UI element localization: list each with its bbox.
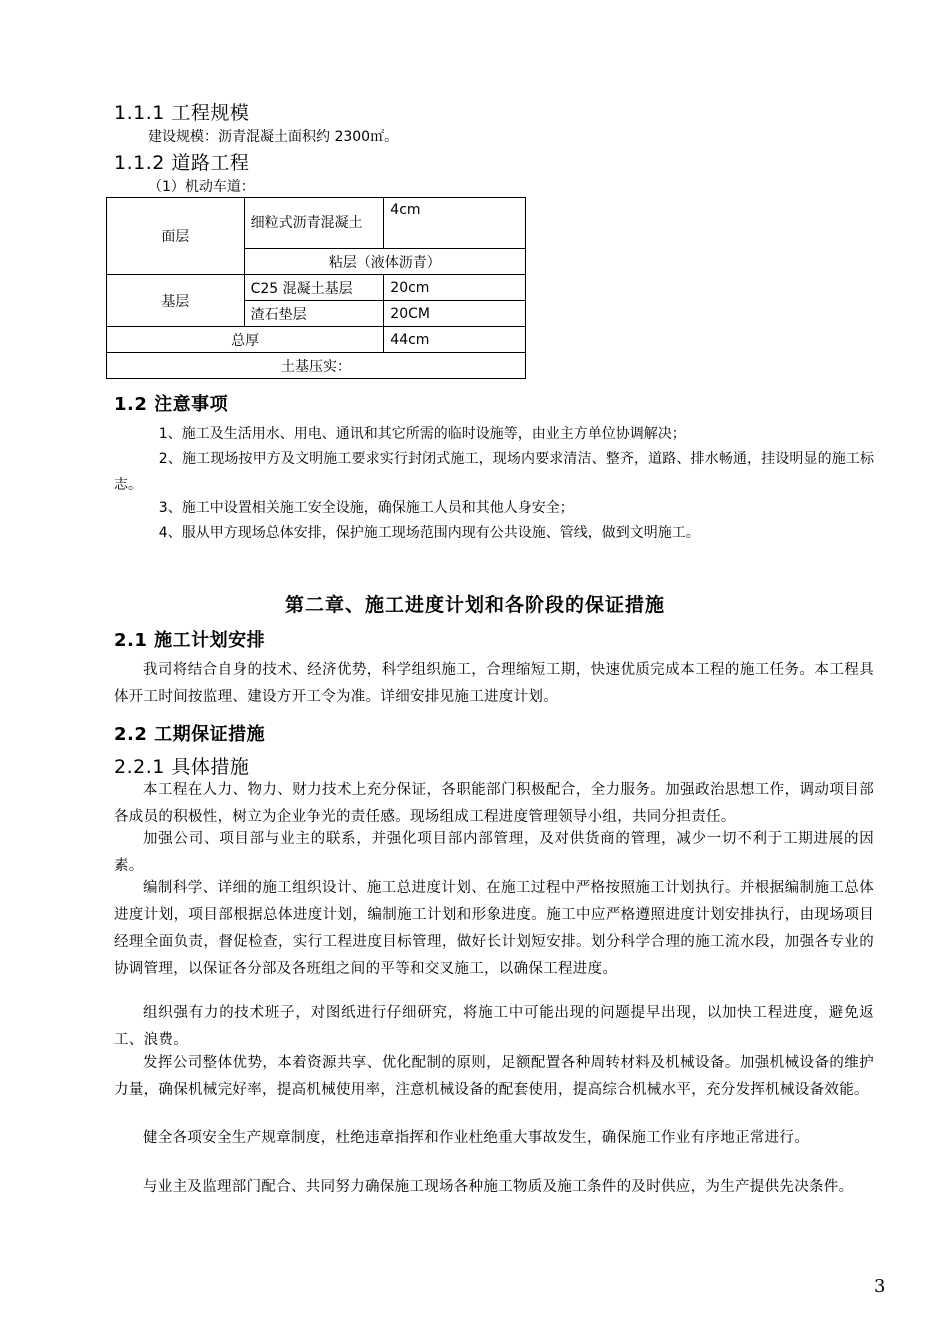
base-thickness-2: 20CM bbox=[384, 301, 526, 327]
section-2-1-heading: 2.1 施工计划安排 bbox=[114, 630, 266, 651]
notice-item: 1、施工及生活用水、用电、通讯和其它所需的临时设施等，由业主方单位协调解决； bbox=[158, 426, 686, 442]
base-material-1: C25 混凝土基层 bbox=[244, 275, 384, 301]
chapter-2-title: 第二章、施工进度计划和各阶段的保证措施 bbox=[284, 594, 665, 616]
table-row bbox=[107, 327, 526, 353]
measure-paragraph: 组织强有力的技术班子，对图纸进行仔细研究，将施工中可能出现的问题提早出现，以加快工程进度，避免返工、浪费。 bbox=[114, 1005, 874, 1048]
base-thickness-1: 20cm bbox=[384, 275, 526, 301]
page-number: 3 bbox=[874, 1276, 886, 1297]
table-row bbox=[107, 198, 526, 249]
pavement-structure-table bbox=[106, 197, 526, 379]
notice-item: 2、施工现场按甲方及文明施工要求实行封闭式施工，现场内要求清洁、整齐，道路、排水畅通，挂设明显的施工标志。 bbox=[114, 451, 874, 493]
measure-paragraph: 编制科学、详细的施工组织设计、施工总进度计划、在施工过程中严格按照施工计划执行。并根据编制施工总体进度计划，项目部根据总体进度计划，编制施工计划和形象进度。施工中应严格遵照进度计划安排执行，由现场项目经理全面负责，督促检查，实行工程进度目标管理，做好长计划短安排。划分科学合理的施工流水段，加强各专业的协调管理，以保证各分部及各班组之间的平等和交叉施工，以确保工程进度。 bbox=[114, 880, 874, 977]
measure-paragraph: 加强公司、项目部与业主的联系，并强化项目部内部管理，及对供货商的管理，减少一切不利于工期进展的因素。 bbox=[114, 831, 874, 874]
section-1-2-heading: 1.2 注意事项 bbox=[114, 394, 229, 415]
section-2-2-heading: 2.2 工期保证措施 bbox=[114, 724, 266, 745]
measure-paragraph: 与业主及监理部门配合、共同努力确保施工现场各种施工物质及施工条件的及时供应，为生产提供先决条件。 bbox=[143, 1179, 854, 1195]
total-thickness-value: 44cm bbox=[384, 327, 526, 353]
notice-item: 4、服从甲方现场总体安排，保护施工现场范围内现有公共设施、管线，做到文明施工。 bbox=[158, 525, 700, 541]
section-1-1-2-heading: 1.1.2 道路工程 bbox=[114, 152, 250, 174]
motor-lane-subtitle: （1）机动车道： bbox=[148, 179, 255, 195]
subgrade-compaction: 土基压实： bbox=[107, 353, 526, 379]
base-layer-label: 基层 bbox=[107, 275, 245, 327]
construction-scale-text: 建设规模：沥青混凝土面积约 2300㎡。 bbox=[148, 129, 399, 145]
schedule-paragraph: 我司将结合自身的技术、经济优势，科学组织施工，合理缩短工期，快速优质完成本工程的施工任务。本工程具体开工时间按监理、建设方开工令为准。详细安排见施工进度计划。 bbox=[114, 662, 874, 705]
surface-layer-label: 面层 bbox=[107, 198, 245, 275]
surface-material: 细粒式沥青混凝土 bbox=[244, 198, 384, 249]
surface-thickness: 4cm bbox=[384, 198, 526, 249]
notice-item: 3、施工中设置相关施工安全设施，确保施工人员和其他人身安全； bbox=[158, 500, 574, 516]
measure-paragraph: 发挥公司整体优势，本着资源共享、优化配制的原则，足额配置各种周转材料及机械设备。加强机械设备的维护力量，确保机械完好率，提高机械使用率，注意机械设备的配套使用，提高综合机械水平，充分发挥机械设备效能。 bbox=[114, 1055, 874, 1098]
table-row bbox=[107, 275, 526, 301]
tack-coat-label: 粘层（液体沥青） bbox=[244, 249, 525, 275]
section-2-2-1-heading: 2.2.1 具体措施 bbox=[114, 756, 250, 778]
measure-paragraph: 本工程在人力、物力、财力技术上充分保证，各职能部门积极配合，全力服务。加强政治思想工作，调动项目部各成员的积极性，树立为企业争光的责任感。现场组成工程进度管理领导小组，共同分担责任。 bbox=[114, 782, 874, 825]
section-1-1-1-heading: 1.1.1 工程规模 bbox=[114, 102, 250, 124]
table-row bbox=[107, 353, 526, 379]
total-thickness-label: 总厚 bbox=[107, 327, 384, 353]
base-material-2: 渣石垫层 bbox=[244, 301, 384, 327]
measure-paragraph: 健全各项安全生产规章制度，杜绝违章指挥和作业杜绝重大事故发生，确保施工作业有序地正常进行。 bbox=[143, 1130, 809, 1146]
